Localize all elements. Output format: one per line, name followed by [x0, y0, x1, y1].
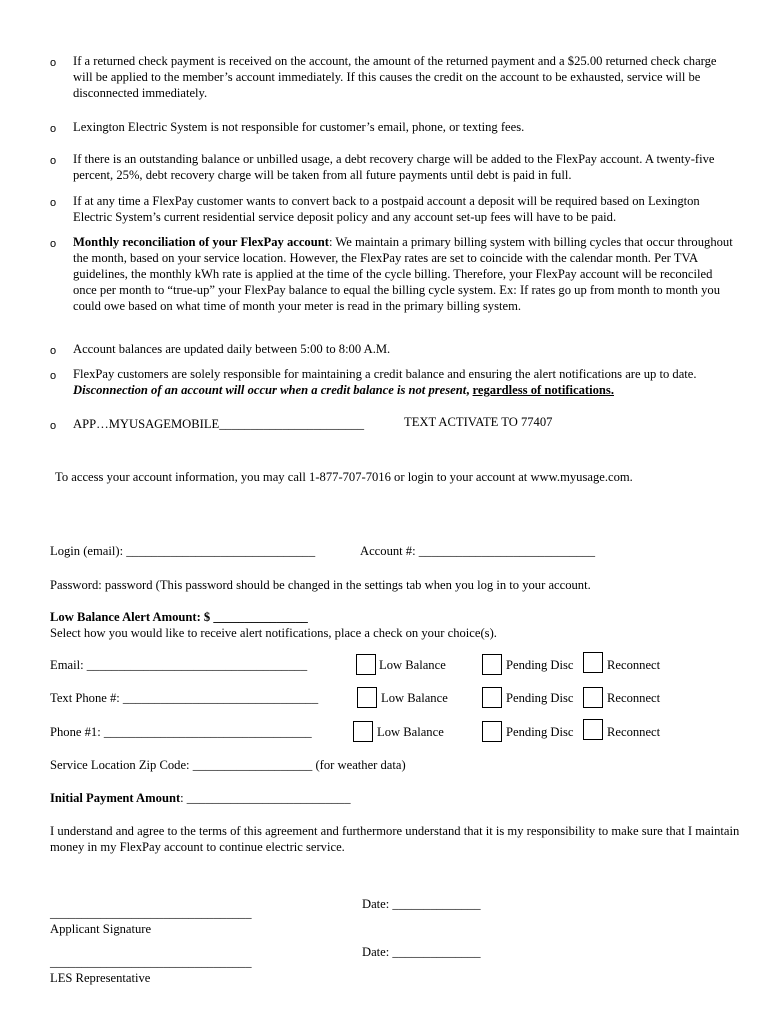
bullet-marker: o	[50, 155, 57, 167]
regardless-of-notifications: regardless of notifications.	[472, 383, 614, 397]
updated-daily-text: Account balances are updated daily between 5:00 to 8:00 A.M.	[73, 342, 391, 356]
reconnect-label: Reconnect	[607, 691, 661, 705]
pending-disc-label: Pending Disc	[506, 691, 574, 705]
text-activate: TEXT ACTIVATE TO 77407	[404, 415, 553, 429]
text-reconnect-checkbox[interactable]	[583, 687, 603, 708]
low-balance-label: Low Balance	[377, 725, 444, 739]
disconnection-warning: Disconnection of an account will occur when a credit balance is not present	[73, 383, 467, 397]
returned-check-text: If a returned check payment is received on the account, the amount of the returned payment and a $25.00 returned check charge will be applied to the member’s account immediately. If this causes the credit on the account to be exhausted, service will be disconnected immediately.	[73, 54, 717, 100]
representative-signature-line[interactable]: ________________________________	[50, 955, 252, 969]
initial-payment-line: : __________________________	[180, 791, 351, 805]
applicant-signature-label: Applicant Signature	[50, 922, 152, 936]
phone-pending-disc-checkbox[interactable]	[482, 721, 502, 742]
phone-low-balance-checkbox[interactable]	[353, 721, 373, 742]
applicant-signature-line[interactable]: ________________________________	[50, 906, 252, 920]
reconciliation-body: : We maintain a primary billing system with billing cycles that occur throughout the month, based on your service location. However, the FlexPay rates are set to coincide with the calendar month. Per TVA guidelines, the monthly kWh rate is applied at the time of the cycle billing. Therefore, your FlexPay account will be reconciled once per month to “true-up” your FlexPay balance to equal the billing cycle system. Ex: If rates go up from month to month you could owe based on what time of month your meter is read in the primary billing system.	[73, 235, 733, 313]
text-pending-disc-checkbox[interactable]	[482, 687, 502, 708]
bullet-marker: o	[50, 123, 57, 135]
convert-back-text: If at any time a FlexPay customer wants to convert back to a postpaid account a deposit will be required based on Lexington Electric System’s current residential service deposit policy and any account set-up fees will have to be paid.	[73, 194, 700, 224]
applicant-date-field[interactable]: Date: ______________	[362, 897, 481, 911]
bullet-marker: o	[50, 370, 57, 382]
phone-reconnect-checkbox[interactable]	[583, 719, 603, 740]
responsible-paragraph	[73, 366, 738, 398]
responsible-text: FlexPay customers are solely responsible for maintaining a credit balance and ensuring the alert notifications are up to date.	[73, 367, 697, 381]
reconnect-label: Reconnect	[607, 725, 661, 739]
debt-recovery-text: If there is an outstanding balance or unbilled usage, a debt recovery charge will be added to the FlexPay account. A twenty-five percent, 25%, debt recovery charge will be taken from all future payments until debt is paid in full.	[73, 152, 715, 182]
text-phone-field[interactable]: Text Phone #: _______________________________	[50, 691, 319, 705]
agreement-text: I understand and agree to the terms of this agreement and furthermore understand that it is my responsibility to make sure that I maintain money in my FlexPay account to continue electric service.	[50, 824, 740, 854]
app-line: APP…MYUSAGEMOBILE_______________________	[73, 417, 365, 431]
reconciliation-paragraph	[73, 234, 738, 314]
comma: ,	[466, 383, 470, 397]
initial-payment-label: Initial Payment Amount	[50, 791, 181, 805]
phone-field[interactable]: Phone #1: _________________________________	[50, 725, 312, 739]
low-balance-label: Low Balance	[381, 691, 448, 705]
not-responsible-text: Lexington Electric System is not responsible for customer’s email, phone, or texting fees.	[73, 120, 525, 134]
bullet-marker: o	[50, 238, 57, 250]
password-text: Password: password (This password should be changed in the settings tab when you log in to your account.	[50, 578, 591, 592]
bullet-marker: o	[50, 57, 57, 69]
reconciliation-title: Monthly reconciliation of your FlexPay account	[73, 235, 329, 249]
zip-code-field[interactable]: Service Location Zip Code: ___________________ (for weather data)	[50, 758, 406, 772]
email-reconnect-checkbox[interactable]	[583, 652, 603, 673]
pending-disc-label: Pending Disc	[506, 658, 574, 672]
email-pending-disc-checkbox[interactable]	[482, 654, 502, 675]
email-low-balance-checkbox[interactable]	[356, 654, 376, 675]
bullet-marker: o	[50, 420, 57, 432]
text-low-balance-checkbox[interactable]	[357, 687, 377, 708]
login-email-field[interactable]: Login (email): ______________________________	[50, 544, 316, 558]
reconnect-label: Reconnect	[607, 658, 661, 672]
low-balance-amount-field[interactable]: Low Balance Alert Amount: $ _______________	[50, 610, 308, 624]
pending-disc-label: Pending Disc	[506, 725, 574, 739]
bullet-marker: o	[50, 197, 57, 209]
les-representative-label: LES Representative	[50, 971, 151, 985]
low-balance-label: Low Balance	[379, 658, 446, 672]
email-field[interactable]: Email: ___________________________________	[50, 658, 308, 672]
representative-date-field[interactable]: Date: ______________	[362, 945, 481, 959]
select-instruction: Select how you would like to receive alert notifications, place a check on your choice(s).	[50, 626, 497, 640]
access-info: To access your account information, you may call 1-877-707-7016 or login to your account at www.myusage.com.	[55, 470, 633, 484]
account-number-field[interactable]: Account #: ____________________________	[360, 544, 596, 558]
bullet-marker: o	[50, 345, 57, 357]
initial-payment-field[interactable]	[50, 790, 351, 806]
